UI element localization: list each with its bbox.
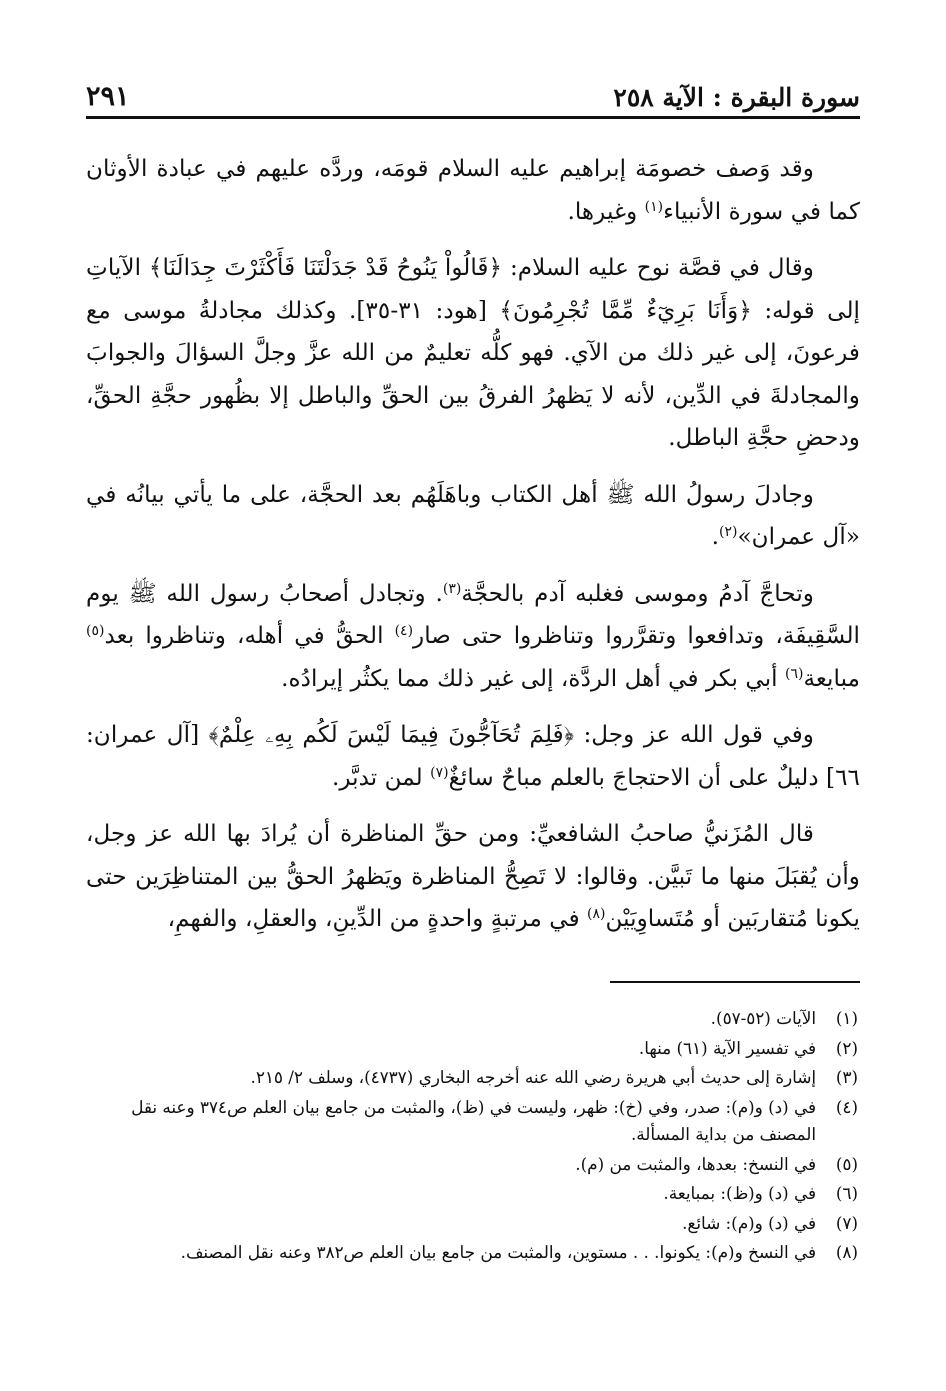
paragraph — [86, 247, 860, 460]
text-run: وجادلَ رسولُ الله ﷺ أهل الكتاب وباهَلَهُم بعد الحجَّة، على ما يأتي بيانُه في «آل عمران» — [86, 480, 860, 550]
footnote-ref: (٣) — [442, 580, 462, 597]
footnote — [92, 1210, 858, 1238]
footnote — [92, 1151, 858, 1179]
footnote-number: (٥) — [835, 1153, 858, 1174]
footnote-ref: (٦) — [784, 665, 804, 682]
text-run: الحقُّ في أهله، وتناظروا بعد — [104, 622, 395, 649]
footnote-number: (٨) — [835, 1242, 858, 1262]
footnote-text: في النسخ: بعدها، والمثبت من (م). — [575, 1153, 816, 1174]
footnote — [92, 1094, 858, 1149]
footnote-text: في النسخ و(م): يكونوا. . . مستوين، والمثبت من جامع بيان العلم ص٣٨٢ وعنه نقل المصنف. — [180, 1242, 816, 1262]
text-run: . — [711, 523, 719, 550]
footnote-text: في تفسير الآية (٦١) منها. — [638, 1037, 816, 1058]
footnote — [92, 1180, 858, 1208]
footnote-number: (٤) — [835, 1096, 858, 1117]
text-run: أبي بكر في أهل الردَّة، إلى غير ذلك مما يكثُر إيرادُه. — [281, 664, 785, 692]
text-run: وقال في قصَّة نوح عليه السلام: ﴿قَالُواْ يَنُوحُ قَدْ جَدَلْتَنَا فَأَكْثَرْتَ جِدَالَنَا﴾ الآياتِ إلى قوله: ﴿وَأَنَا بَرِيٓءٌ مِّمَّا تُجْرِمُونَ﴾ [هود: ٣١-٣٥]. وكذلك مجادلةُ موسى مع فرعونَ، إلى غير ذلك من الآي. فهو كلُّه تعليمٌ من الله عزَّ وجلَّ السؤالَ والجوابَ والمجادلةَ في الدِّين، لأنه لا يَظهرُ الفرقُ بين الحقِّ والباطل إلا بظُهور حجَّةِ الحقِّ، ودحضِ حجَّةِ الباطل. — [86, 254, 861, 451]
paragraph — [86, 573, 860, 701]
chapter-title: سورة البقرة : الآية ٢٥٨ — [613, 83, 860, 112]
text-run: قال المُزَنيُّ صاحبُ الشافعيِّ: ومن حقِّ المناظرة أن يُرادَ بها الله عز وجل، وأن يُقبَلَ منها ما تَبيَّن. وقالوا: لا تَصِحُّ المناظرة ويَظهرُ الحقُّ بين المتناظِرَين حتى يكونا مُتقاربَين أو مُتَساوِيَيْن — [86, 820, 860, 932]
text-run: وقد وَصف خصومَة إبراهيم عليه السلام قومَه، وردَّه عليهم في عبادة الأوثان كما في سورة الأنبياء — [86, 155, 860, 225]
text-run: لمن تدبَّر. — [331, 763, 431, 791]
footnote-separator — [610, 981, 860, 983]
paragraph — [86, 474, 860, 559]
footnote-number: (٧) — [835, 1212, 858, 1233]
footnote-text: الآيات (٥٢-٥٧). — [710, 1008, 816, 1028]
footnote — [92, 1239, 858, 1267]
paragraph — [86, 714, 860, 799]
main-text — [86, 148, 860, 955]
footnote-ref: (٧) — [430, 764, 449, 781]
footnote-number: (١) — [835, 1008, 858, 1028]
page-number: ٢٩١ — [86, 81, 130, 112]
paragraph — [86, 813, 860, 941]
footnote-ref: (٢) — [718, 524, 738, 540]
text-run: مبايعة — [803, 664, 860, 692]
footnotes — [92, 1005, 858, 1269]
text-run: وتحاجَّ آدمُ وموسى فغلبه آدم بالحجَّة — [461, 579, 814, 607]
footnote-ref: (١) — [644, 198, 664, 215]
footnote-number: (٢) — [835, 1037, 858, 1058]
text-run: في مرتبةٍ واحدةٍ من الدِّينِ، والعقلِ، والفهمِ، — [167, 905, 588, 932]
text-run: وغيرها. — [567, 197, 645, 225]
footnote — [92, 1005, 858, 1033]
footnote-number: (٣) — [835, 1067, 858, 1087]
footnote-number: (٦) — [835, 1183, 858, 1203]
paragraph — [86, 148, 860, 233]
text-run: وفي قول الله عز وجل: ﴿فَلِمَ تُحَآجُّونَ فِيمَا لَيْسَ لَكُم بِهِۦ عِلْمٌ﴾ [آل عمران: ٦٦] دليلٌ على أن الاحتجاجَ بالعلم مباحٌ سائغٌ — [86, 721, 860, 791]
footnote-ref: (٨) — [587, 906, 606, 922]
footnote-text: في (د) و(م): شائع. — [682, 1212, 816, 1233]
header-rule — [86, 116, 860, 119]
footnote-text: في (د) و(ظ): بمبايعة. — [663, 1183, 816, 1203]
footnote-text: في (د) و(م): صدر، وفي (خ): ظهر، وليست في (ظ)، والمثبت من جامع بيان العلم ص٣٧٤ وعنه نقل المصنف من بداية المسألة. — [131, 1096, 816, 1144]
footnote — [92, 1064, 858, 1092]
footnote-ref: (٤) — [394, 623, 414, 639]
footnote — [92, 1035, 858, 1063]
footnote-ref: (٥) — [86, 623, 105, 639]
text-run: . وتجادل أصحابُ رسول الله ﷺ يوم السَّقِيفَة، وتدافعوا وتقرَّروا وتناظروا حتى صار — [86, 579, 860, 649]
footnote-text: إشارة إلى حديث أبي هريرة رضي الله عنه أخرجه البخاري (٤٧٣٧)، وسلف ٢/ ٢١٥. — [250, 1067, 816, 1087]
page-header — [86, 66, 860, 110]
